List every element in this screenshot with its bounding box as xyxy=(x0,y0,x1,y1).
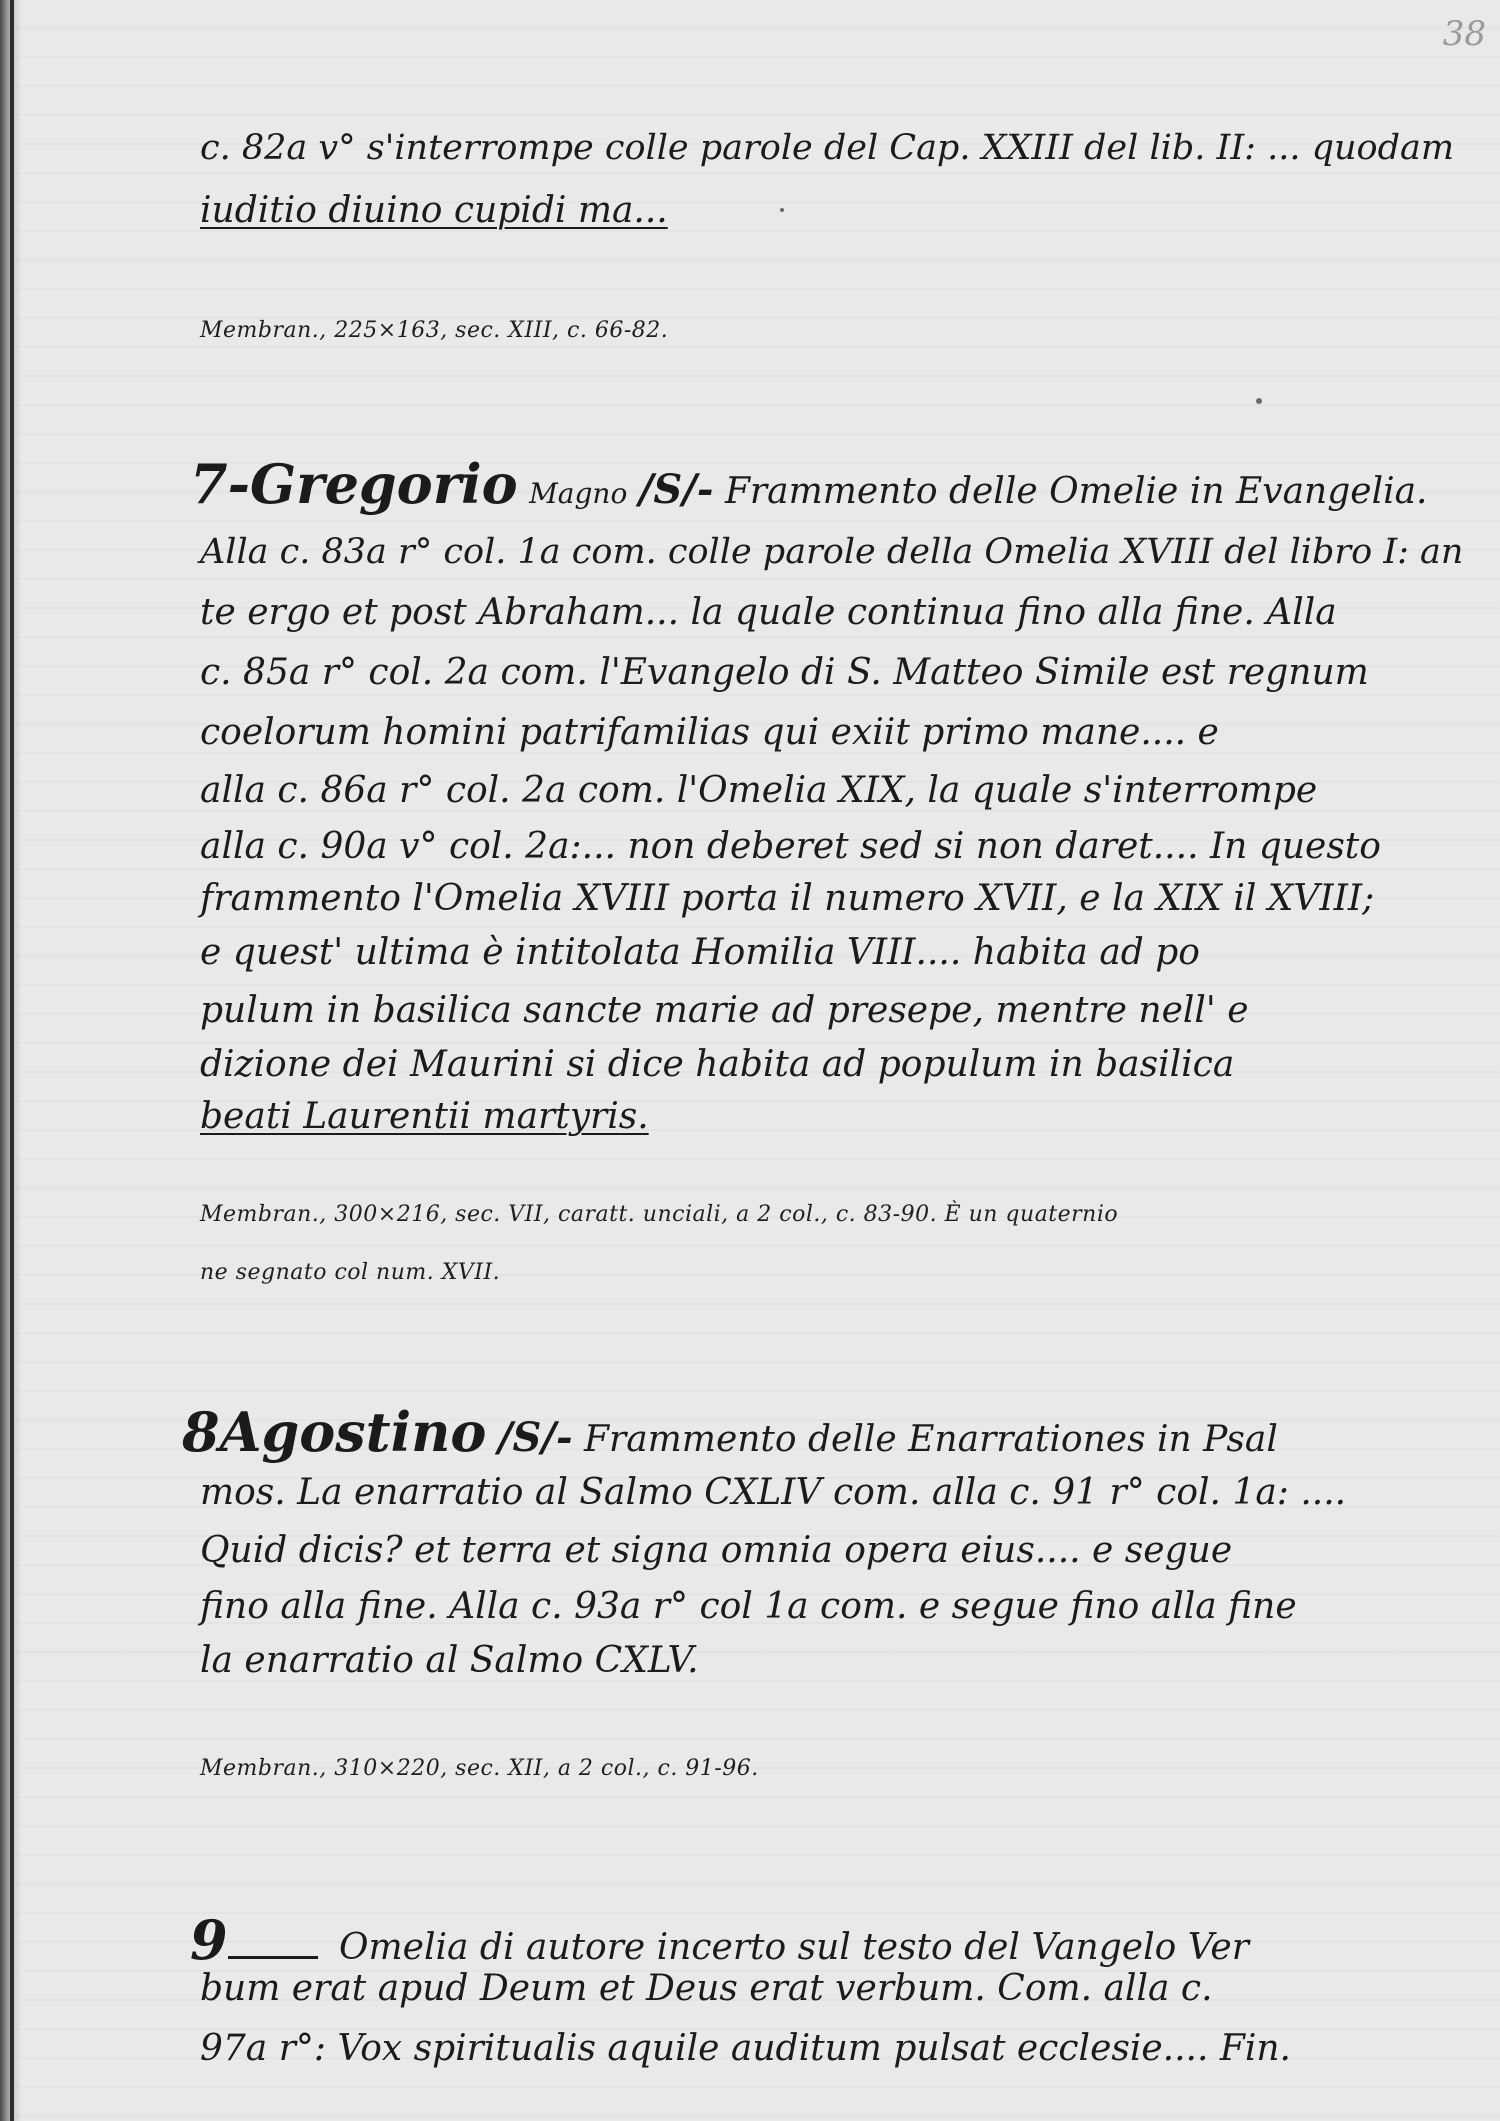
folio-number: 38 xyxy=(1442,14,1486,54)
entry-number: 9 xyxy=(190,1908,228,1972)
entry-qualifier: /S/- xyxy=(497,1414,573,1461)
entry-8-heading xyxy=(182,1400,1278,1464)
entry-number: 8 xyxy=(182,1400,220,1464)
ink-speck xyxy=(1256,398,1262,404)
entry-7-line-4: coelorum homini patrifamilias qui exiit primo mane.... e xyxy=(200,712,1219,753)
entry-7-line-11 xyxy=(200,1096,649,1137)
entry-7-line-3: c. 85a r° col. 2a com. l'Evangelo di S. Matteo Simile est regnum xyxy=(200,652,1369,693)
continuation-line-1: c. 82a v° s'interrompe colle parole del Cap. XXIII del lib. II: ... quodam xyxy=(200,128,1455,168)
entry-8-line-1: mos. La enarratio al Salmo CXLIV com. alla c. 91 r° col. 1a: .... xyxy=(200,1472,1347,1513)
entry-blank-rule xyxy=(228,1956,318,1959)
binding-edge xyxy=(10,0,14,2121)
entry-title: Frammento delle Omelie in Evangelia. xyxy=(724,471,1428,512)
entry-number: 7- xyxy=(190,452,250,516)
entry-7-note-1: Membran., 300×216, sec. VII, caratt. unciali, a 2 col., c. 83-90. È un quaternio xyxy=(200,1202,1119,1227)
entry-9-heading xyxy=(190,1908,1249,1972)
continuation-line-2-text: iuditio diuino cupidi ma... xyxy=(200,190,668,231)
entry-7-line-9: pulum in basilica sancte marie ad presepe, mentre nell' e xyxy=(200,990,1249,1031)
entry-8-note-1: Membran., 310×220, sec. XII, a 2 col., c. 91-96. xyxy=(200,1756,759,1781)
entry-7-line-6: alla c. 90a v° col. 2a:... non deberet sed si non daret.... In questo xyxy=(200,826,1381,867)
entry-8-line-4: la enarratio al Salmo CXLV. xyxy=(200,1640,699,1681)
entry-7-line-5: alla c. 86a r° col. 2a com. l'Omelia XIX, la quale s'interrompe xyxy=(200,770,1318,811)
entry-7-line-11-text: beati Laurentii martyris. xyxy=(200,1096,649,1137)
entry-title: Omelia di autore incerto sul testo del Vangelo Ver xyxy=(339,1927,1249,1968)
entry-8-line-3: fino alla fine. Alla c. 93a r° col 1a com. e segue fino alla fine xyxy=(200,1586,1297,1627)
entry-epithet: Magno xyxy=(529,477,628,510)
continuation-note: Membran., 225×163, sec. XIII, c. 66-82. xyxy=(200,318,669,343)
entry-7-note-2: ne segnato col num. XVII. xyxy=(200,1260,501,1285)
entry-7-line-8: e quest' ultima è intitolata Homilia VIII.... habita ad po xyxy=(200,932,1200,973)
continuation-line-2 xyxy=(200,190,668,231)
entry-7-line-10: dizione dei Maurini si dice habita ad populum in basilica xyxy=(200,1044,1235,1085)
entry-title: Frammento delle Enarrationes in Psal xyxy=(584,1419,1278,1460)
entry-7-line-2: te ergo et post Abraham... la quale continua fino alla fine. Alla xyxy=(200,592,1337,633)
entry-9-line-2: 97a r°: Vox spiritualis aquile auditum pulsat ecclesie.... Fin. xyxy=(200,2028,1292,2069)
entry-author: Gregorio xyxy=(250,452,518,516)
entry-qualifier: /S/- xyxy=(638,466,714,513)
entry-7-line-7: frammento l'Omelia XVIII porta il numero XVII, e la XIX il XVIII; xyxy=(200,878,1375,919)
entry-author: Agostino xyxy=(219,1400,487,1464)
entry-9-line-1: bum erat apud Deum et Deus erat verbum. Com. alla c. xyxy=(200,1968,1213,2009)
ink-speck xyxy=(780,208,784,212)
entry-7-heading xyxy=(190,452,1428,516)
entry-8-line-2: Quid dicis? et terra et signa omnia opera eius.... e segue xyxy=(200,1530,1233,1571)
entry-7-line-1: Alla c. 83a r° col. 1a com. colle parole della Omelia XVIII del libro I: an xyxy=(200,532,1464,572)
